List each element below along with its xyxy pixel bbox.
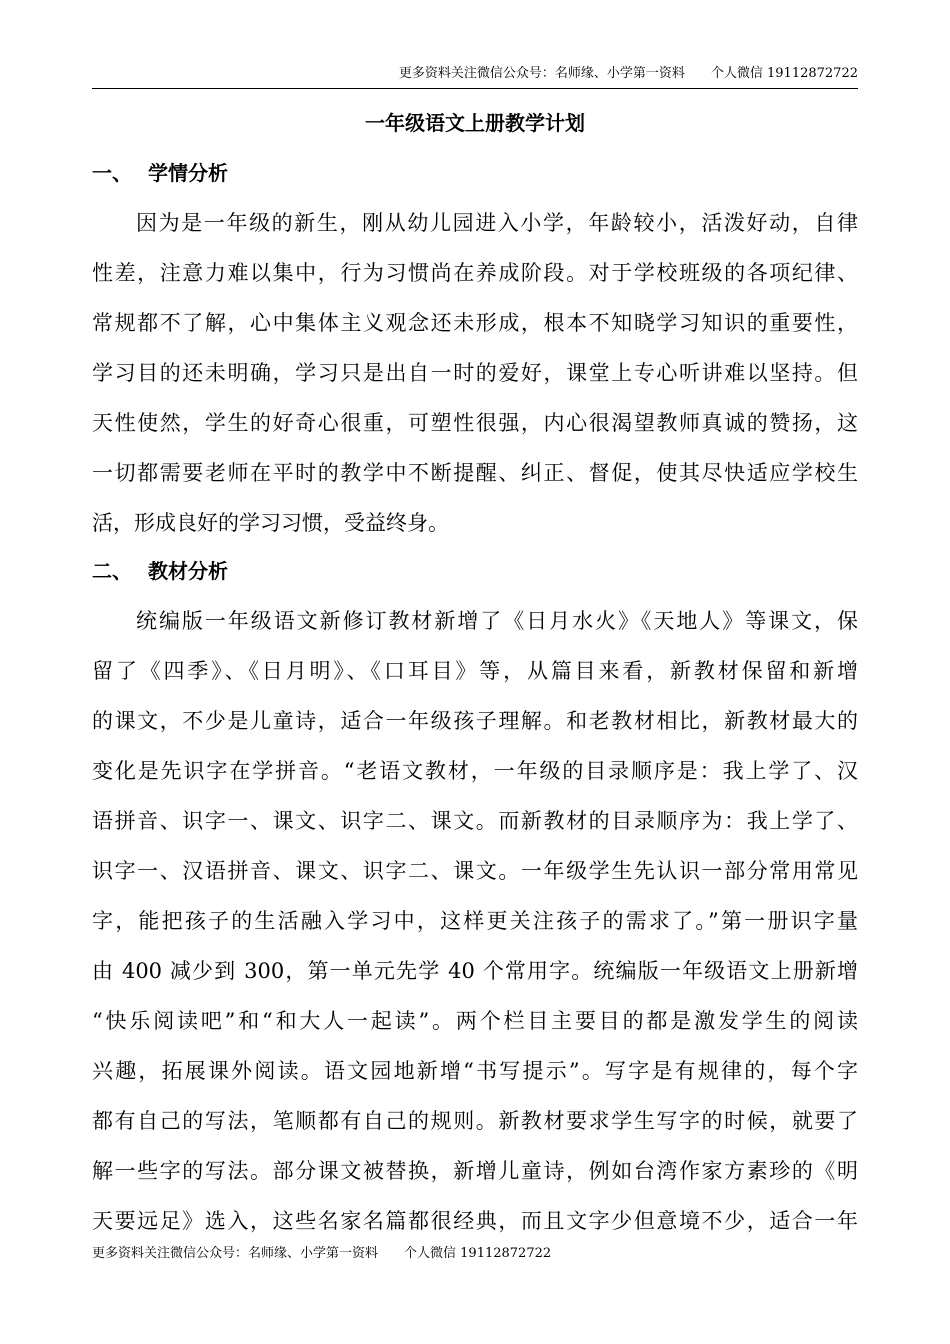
paragraph-line: 常规都不了解，心中集体主义观念还未形成，根本不知晓学习知识的重要性， bbox=[92, 311, 858, 335]
section-number: 二、 bbox=[92, 559, 132, 583]
header-personal-wechat-text: 个人微信 19112872722 bbox=[710, 66, 858, 81]
paragraph-line: 兴趣，拓展课外阅读。语文园地新增“书写提示”。写字是有规律的，每个字 bbox=[92, 1059, 858, 1083]
section-number: 一、 bbox=[92, 161, 132, 185]
paragraph-line: 解一些字的写法。部分课文被替换，新增儿童诗，例如台湾作家方素珍的《明 bbox=[92, 1159, 858, 1183]
paragraph-line: 的课文，不少是儿童诗，适合一年级孩子理解。和老教材相比，新教材最大的 bbox=[92, 709, 858, 733]
section-heading-1 bbox=[92, 158, 228, 188]
paragraph-line: “快乐阅读吧”和“和大人一起读”。两个栏目主要目的都是激发学生的阅读 bbox=[92, 1009, 858, 1033]
paragraph-student-analysis bbox=[92, 198, 858, 548]
document-title: 一年级语文上册教学计划 bbox=[365, 111, 585, 135]
paragraph-line: 留了《四季》、《日月明》、《口耳目》等，从篇目来看，新教材保留和新增 bbox=[92, 659, 858, 683]
paragraph-line: 变化是先识字在学拼音。“老语文教材，一年级的目录顺序是：我上学了、汉 bbox=[92, 759, 858, 783]
paragraph-line: 学习目的还未明确，学习只是出自一时的爱好，课堂上专心听讲难以坚持。但 bbox=[92, 361, 858, 385]
section-heading-2 bbox=[92, 556, 228, 586]
paragraph-line: 因为是一年级的新生，刚从幼儿园进入小学，年龄较小，活泼好动，自律 bbox=[136, 211, 858, 235]
paragraph-line: 都有自己的写法，笔顺都有自己的规则。新教材要求学生写字的时候，就要了 bbox=[92, 1109, 858, 1133]
paragraph-line: 一切都需要老师在平时的教学中不断提醒、纠正、督促，使其尽快适应学校生 bbox=[92, 461, 858, 485]
section-title: 教材分析 bbox=[148, 559, 228, 583]
paragraph-line: 天性使然，学生的好奇心很重，可塑性很强，内心很渴望教师真诚的赞扬，这 bbox=[92, 411, 858, 435]
paragraph-line: 天要远足》选入，这些名家名篇都很经典，而且文字少但意境不少，适合一年 bbox=[92, 1209, 858, 1233]
paragraph-line: 统编版一年级语文新修订教材新增了《日月水火》《天地人》等课文，保 bbox=[136, 609, 858, 633]
paragraph-line: 识字一、汉语拼音、课文、识字二、课文。一年级学生先认识一部分常用常见 bbox=[92, 859, 858, 883]
paragraph-textbook-analysis bbox=[92, 596, 858, 1246]
page-footer bbox=[92, 1244, 551, 1264]
page-header bbox=[92, 64, 858, 89]
footer-wechat-account-text: 更多资料关注微信公众号：名师缘、小学第一资料 bbox=[92, 1246, 379, 1261]
footer-personal-wechat-text: 个人微信 19112872722 bbox=[404, 1246, 552, 1261]
paragraph-line: 活，形成良好的学习习惯，受益终身。 bbox=[92, 511, 449, 535]
paragraph-line: 字，能把孩子的生活融入学习中，这样更关注孩子的需求了。”第一册识字量 bbox=[92, 909, 858, 933]
paragraph-line: 语拼音、识字一、课文、识字二、课文。而新教材的目录顺序为：我上学了、 bbox=[92, 809, 858, 833]
paragraph-line: 由 400 减少到 300，第一单元先学 40 个常用字。统编版一年级语文上册新增 bbox=[92, 959, 858, 983]
paragraph-line: 性差，注意力难以集中，行为习惯尚在养成阶段。对于学校班级的各项纪律、 bbox=[92, 261, 858, 285]
section-title: 学情分析 bbox=[148, 161, 228, 185]
header-wechat-account-text: 更多资料关注微信公众号：名师缘、小学第一资料 bbox=[398, 66, 685, 81]
